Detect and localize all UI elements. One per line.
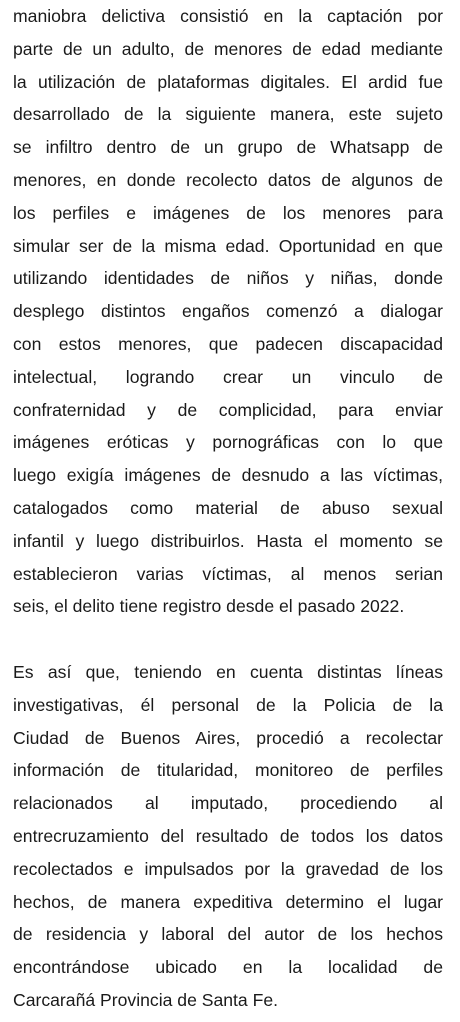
- text-line: información de titularidad, monitoreo de perfiles: [13, 760, 443, 781]
- text-line: parte de un adulto, de menores de edad mediante: [13, 38, 443, 59]
- article-body: [13, 0, 443, 1017]
- paragraph-1: [13, 0, 443, 623]
- text-line: utilizando identidades de niños y niñas, donde: [13, 268, 443, 289]
- text-line: recolectados e impulsados por la gravedad de los: [13, 858, 443, 879]
- text-line: Carcarañá Provincia de Santa Fe.: [13, 989, 279, 1010]
- text-line: encontrándose ubicado en la localidad de: [13, 957, 443, 978]
- text-line: desplego distintos engaños comenzó a dialogar: [13, 301, 443, 322]
- text-line: la utilización de plataformas digitales. El ardid fue: [13, 71, 443, 92]
- paragraph-spacer: [13, 623, 443, 656]
- text-line: hechos, de manera expeditiva determino el lugar: [13, 891, 443, 912]
- text-line: se infiltro dentro de un grupo de Whatsapp de: [13, 137, 443, 158]
- text-line: seis, el delito tiene registro desde el pasado 2022.: [13, 596, 405, 617]
- text-line: intelectual, logrando crear un vinculo de: [13, 366, 443, 387]
- text-line: confraternidad y de complicidad, para enviar: [13, 399, 443, 420]
- text-line: establecieron varias víctimas, al menos serian: [13, 563, 443, 584]
- text-line: maniobra delictiva consistió en la captación por: [13, 6, 443, 26]
- text-line: relacionados al imputado, procediendo al: [13, 793, 443, 814]
- text-line: Ciudad de Buenos Aires, procedió a recolectar: [13, 727, 443, 748]
- text-line: Es así que, teniendo en cuenta distintas líneas: [13, 661, 443, 682]
- text-line: imágenes eróticas y pornográficas con lo que: [13, 432, 443, 453]
- text-line: luego exigía imágenes de desnudo a las víctimas,: [13, 465, 443, 486]
- text-line: menores, en donde recolecto datos de algunos de: [13, 169, 443, 190]
- text-line: desarrollado de la siguiente manera, este sujeto: [13, 104, 443, 125]
- text-line: con estos menores, que padecen discapacidad: [13, 333, 443, 354]
- paragraph-2: [13, 656, 443, 1017]
- text-line: simular ser de la misma edad. Oportunidad en que: [13, 235, 443, 256]
- text-line: investigativas, él personal de la Policia de la: [13, 694, 443, 715]
- text-line: entrecruzamiento del resultado de todos los datos: [13, 825, 443, 846]
- text-line: catalogados como material de abuso sexual: [13, 497, 443, 518]
- text-line: de residencia y laboral del autor de los hechos: [13, 924, 443, 945]
- text-line: infantil y luego distribuirlos. Hasta el momento se: [13, 530, 443, 551]
- text-line: los perfiles e imágenes de los menores para: [13, 202, 443, 223]
